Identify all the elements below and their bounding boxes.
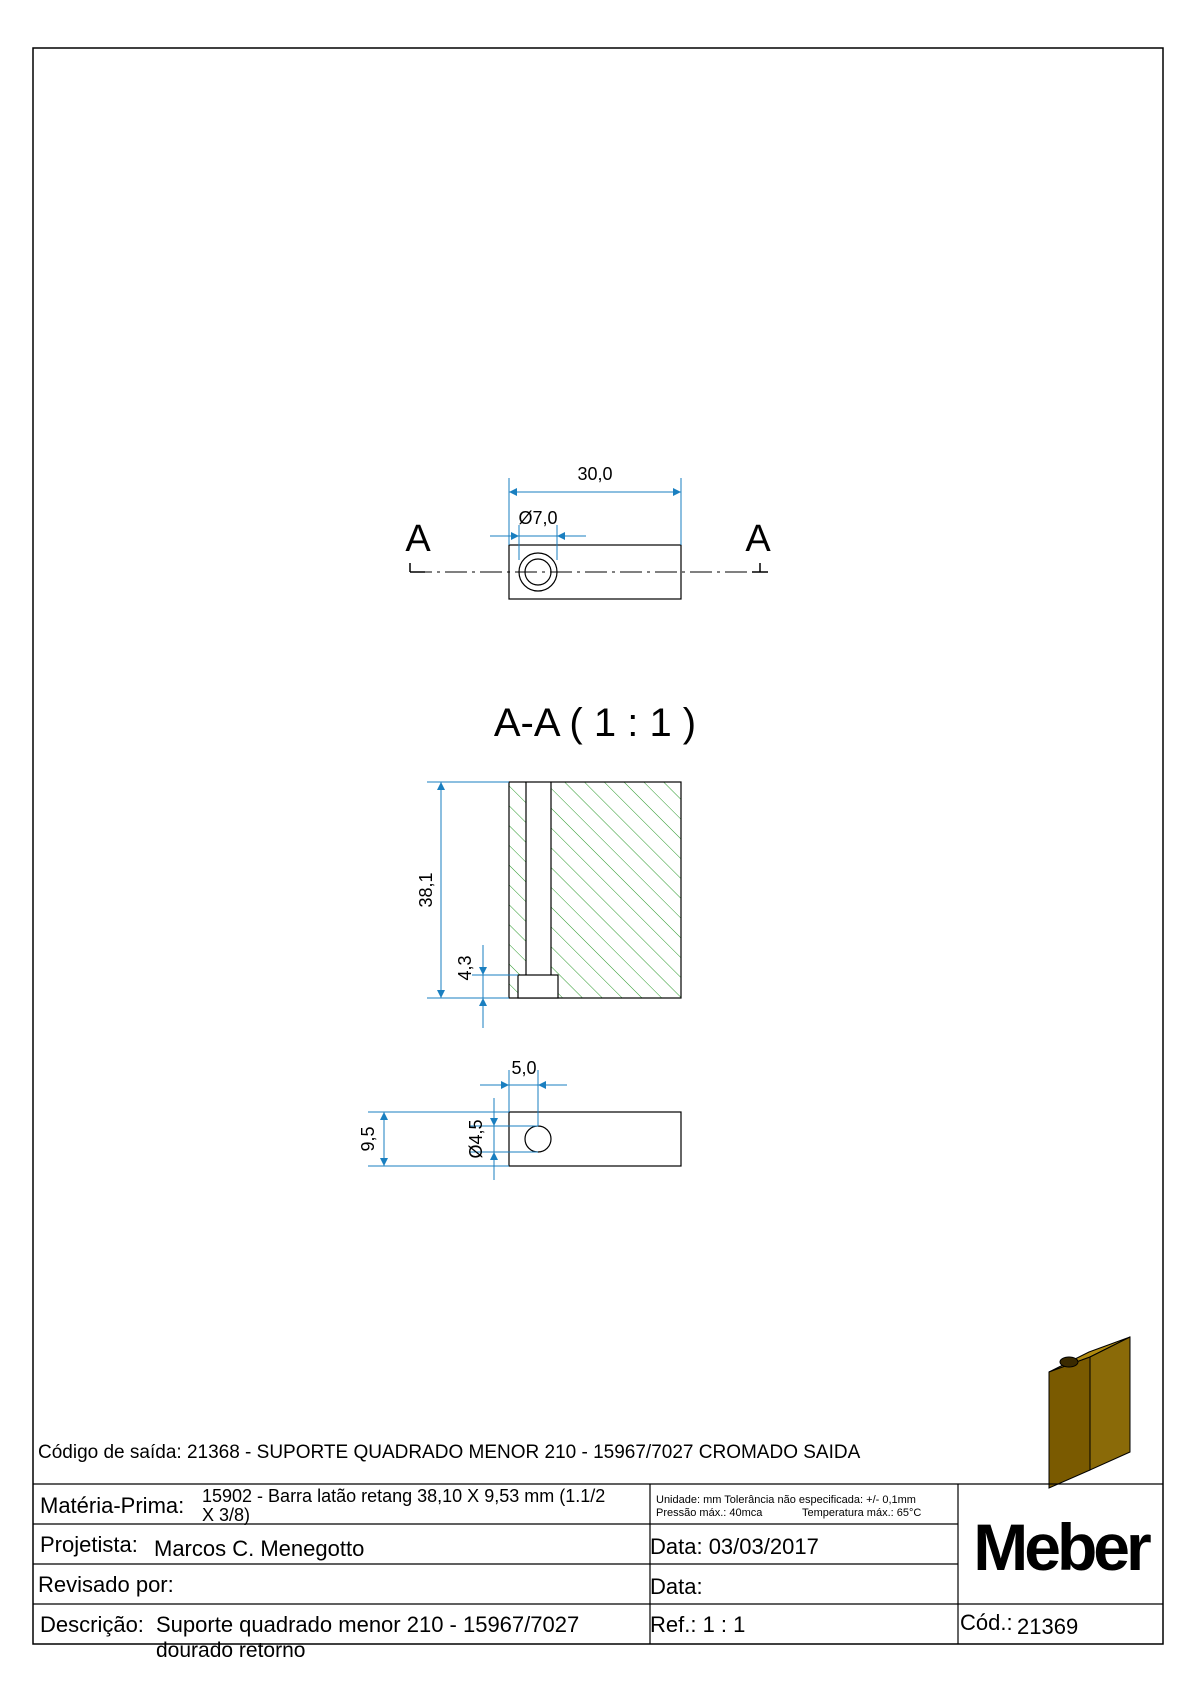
section-marker-left: A	[405, 518, 431, 560]
isometric-part-preview	[1049, 1337, 1130, 1488]
ref-label: Ref.: 1 : 1	[650, 1612, 746, 1637]
data-label: Data: 03/03/2017	[650, 1534, 819, 1559]
descricao-value-line2: dourado retorno	[156, 1639, 306, 1662]
data2-label: Data:	[650, 1574, 703, 1599]
materia-label: Matéria-Prima:	[40, 1493, 185, 1518]
dim-thickness-label: 9,5	[358, 1126, 378, 1152]
bottom-view-outline	[509, 1112, 681, 1166]
meber-logo: Meber	[973, 1510, 1148, 1584]
projetista-value: Marcos C. Menegotto	[154, 1536, 365, 1561]
output-code-text: Código de saída: 21368 - SUPORTE QUADRADO MENOR 210 - 15967/7027 CROMADO SAIDA	[38, 1442, 861, 1463]
dim-hole-diameter-label: Ø4,5	[466, 1119, 486, 1159]
projetista-label: Projetista:	[40, 1532, 138, 1557]
dim-counterbore-depth-label: 4,3	[455, 955, 475, 981]
materia-value-line2: X 3/8)	[202, 1505, 251, 1525]
bottom-hole	[525, 1126, 551, 1152]
section-title: A-A ( 1 : 1 )	[493, 701, 697, 745]
dim-width-label: 30,0	[577, 464, 613, 484]
dim-hole-offset-label: 5,0	[511, 1058, 537, 1078]
dim-height-label: 38,1	[416, 872, 436, 908]
section-marker-right: A	[745, 518, 771, 560]
section-hatch-right	[551, 782, 681, 998]
top-view	[405, 464, 771, 599]
notes-line2-temperature: Temperatura máx.: 65°C	[802, 1507, 922, 1519]
counterbore	[518, 975, 558, 998]
section-hatch-left	[509, 782, 526, 998]
bottom-view	[358, 1058, 681, 1180]
materia-value-line1: 15902 - Barra latão retang 38,10 X 9,53 mm (1.1/2	[202, 1486, 606, 1506]
descricao-label: Descrição:	[40, 1612, 144, 1637]
cod-value: 21369	[1017, 1614, 1079, 1639]
notes-line2-pressure: Pressão máx.: 40mca	[656, 1507, 763, 1519]
revisado-label: Revisado por:	[38, 1572, 174, 1597]
cod-label: Cód.:	[960, 1610, 1013, 1635]
dim-hole-top-label: Ø7,0	[518, 508, 558, 528]
notes-line1: Unidade: mm Tolerância não especificada: +/- 0,1mm	[656, 1494, 916, 1506]
descricao-value-line1: Suporte quadrado menor 210 - 15967/7027	[156, 1612, 580, 1637]
section-view	[416, 782, 681, 1028]
